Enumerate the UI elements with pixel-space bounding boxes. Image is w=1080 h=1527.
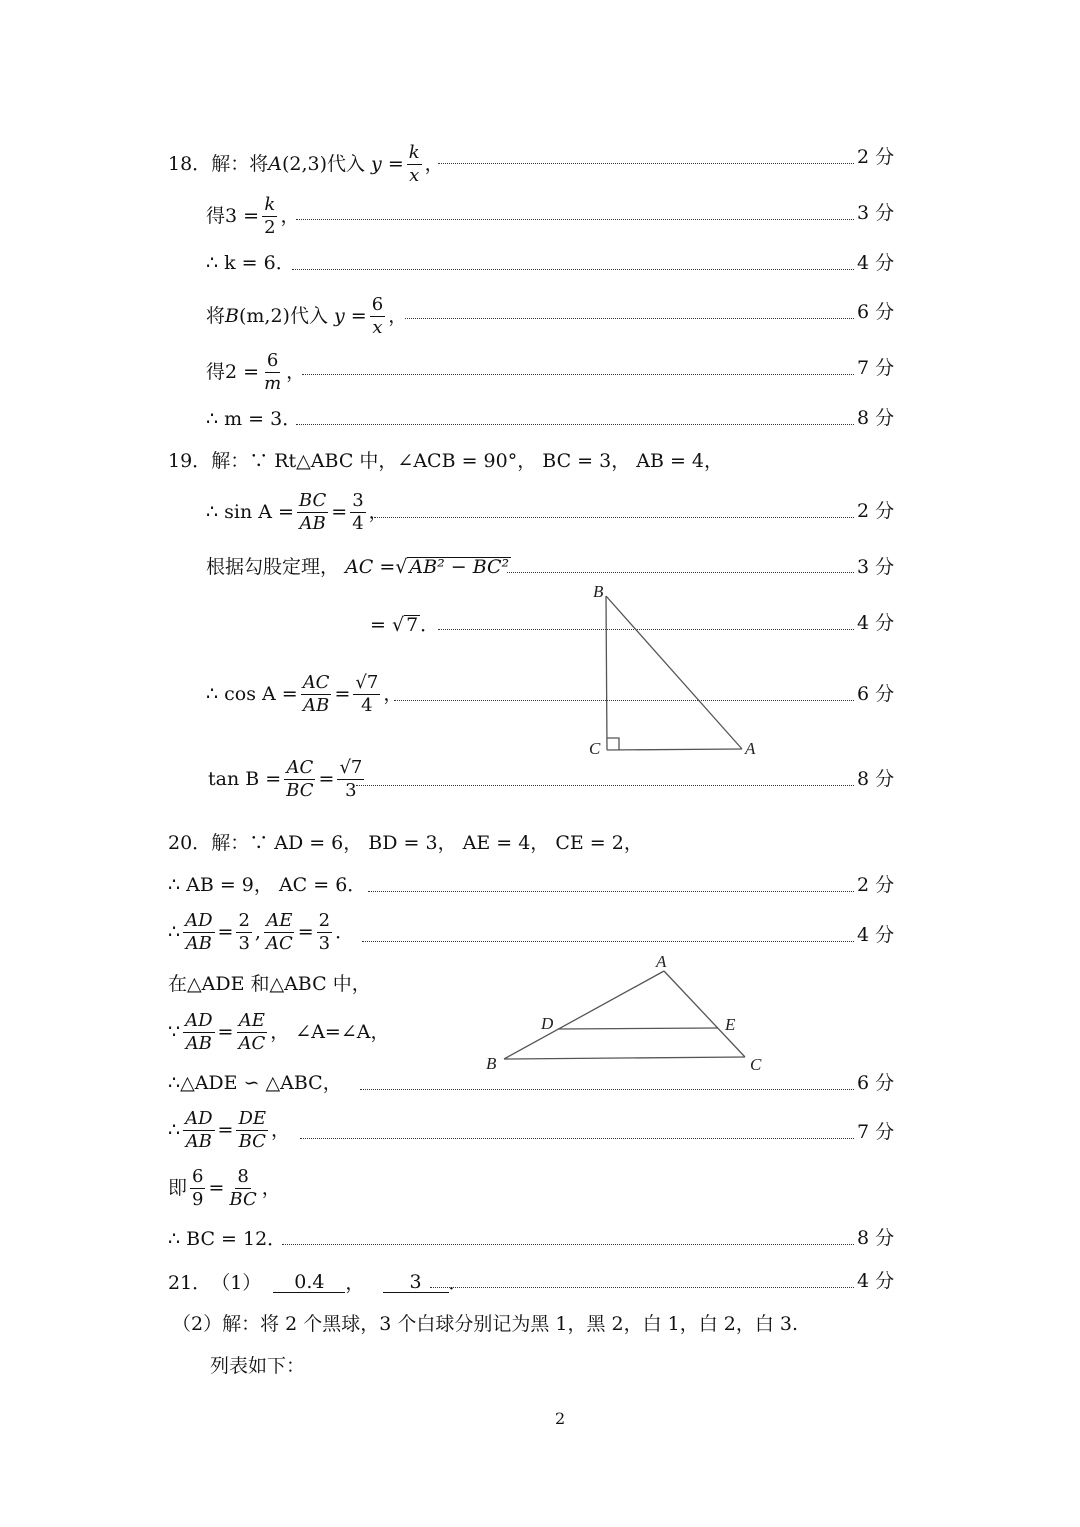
label-e: E <box>725 1015 736 1034</box>
q20-line6: ∴△ADE ∽ △ABC， <box>168 1072 342 1094</box>
q19-line5: ∴ cos A = $\frac{AC}{AB}$ = $\frac{√7}{4}$ ， <box>206 672 403 716</box>
score-mark: 3 分 <box>857 556 895 578</box>
fraction: $\frac{√7}{3}$ <box>339 757 363 801</box>
label-b: B <box>593 582 604 601</box>
q18-line4: 将 B (m,2) 代入 y = $\frac{6}{x}$ ， <box>206 294 408 338</box>
q19-line3: 根据勾股定理， AC = √ AB² − BC² <box>206 555 510 578</box>
score-mark: 2 分 <box>857 500 895 522</box>
answer-blank: 3 <box>383 1273 449 1293</box>
q18-line2: 得3 = $\frac{k}{2}$ ， <box>206 194 300 238</box>
score-mark: 3 分 <box>857 202 895 224</box>
score-mark: 7 分 <box>857 357 895 379</box>
fraction: $\frac{6}{x}$ <box>371 294 384 338</box>
fraction: $\frac{AD}{AB}$ <box>185 1010 213 1054</box>
q19-line1: 19． 解：∵ Rt△ABC 中，∠ACB = 90°， BC = 3， AB = 4， <box>168 450 724 472</box>
triangle-abc-q19 <box>606 596 742 750</box>
fraction: $\frac{√7}{4}$ <box>355 672 379 716</box>
q20-line4: 在△ADE 和△ABC 中， <box>168 973 371 995</box>
label-c: C <box>750 1055 762 1074</box>
question-number: 21． <box>168 1271 212 1294</box>
score-mark: 8 分 <box>857 1227 895 1249</box>
q18-line6: ∴ m = 3． <box>206 408 302 430</box>
q20-line2: ∴ AB = 9， AC = 6． <box>168 874 367 896</box>
question-number: 20． <box>168 832 212 854</box>
score-mark: 6 分 <box>857 683 895 705</box>
score-mark: 4 分 <box>857 1270 895 1292</box>
fraction: $\frac{AC}{BC}$ <box>286 757 314 801</box>
q18-line5: 得2 = $\frac{6}{m}$ ， <box>206 350 306 394</box>
q21-line3: 列表如下： <box>210 1355 306 1377</box>
fraction: $\frac{2}{3}$ <box>318 910 331 954</box>
score-mark: 6 分 <box>857 1072 895 1094</box>
side-ac <box>664 971 745 1057</box>
side-ca <box>607 749 742 750</box>
label-d: D <box>541 1014 554 1033</box>
fraction: $\frac{AE}{AC}$ <box>238 1010 266 1054</box>
fraction: $\frac{k}{2}$ <box>264 194 276 238</box>
fraction: $\frac{AE}{AC}$ <box>265 910 293 954</box>
side-ab <box>606 596 742 749</box>
score-mark: 8 分 <box>857 768 895 790</box>
q18-line1: 18． 解：将 A (2,3) 代入 y = $\frac{k}{x}$ ， <box>168 142 444 186</box>
fraction: $\frac{BC}{AB}$ <box>298 490 327 534</box>
fraction: $\frac{k}{x}$ <box>408 142 420 186</box>
fraction: $\frac{AD}{AB}$ <box>185 1108 213 1152</box>
q20-line3: ∴ $\frac{AD}{AB}$ = $\frac{2}{3}$ , $\frac{AE}{AC}$ = $\frac{2}{3}$ ． <box>168 910 355 954</box>
page-number: 2 <box>555 1409 566 1428</box>
q20-line5: ∵ $\frac{AD}{AB}$ = $\frac{AE}{AC}$ ， ∠A=∠A， <box>168 1010 390 1054</box>
side-bc <box>504 1057 745 1059</box>
square-root: √ AB² − BC² <box>395 556 510 578</box>
q19-line4: = √ 7 ． <box>370 613 440 636</box>
label-b: B <box>486 1054 497 1073</box>
right-angle-mark <box>607 738 619 750</box>
score-mark: 2 分 <box>857 146 895 168</box>
fraction: $\frac{3}{4}$ <box>352 490 364 534</box>
q21-line1: 21． （1） 0.4 ， 3 ． <box>168 1271 468 1294</box>
fraction: $\frac{AD}{AB}$ <box>185 910 213 954</box>
score-mark: 4 分 <box>857 612 895 634</box>
fraction: $\frac{2}{3}$ <box>238 910 250 954</box>
label-c: C <box>589 739 601 758</box>
fraction: $\frac{6}{9}$ <box>192 1166 204 1210</box>
score-mark: 6 分 <box>857 301 895 323</box>
q18-line3: ∴ k = 6． <box>206 252 295 274</box>
side-bc <box>606 596 607 750</box>
answer-blank: 0.4 <box>273 1273 345 1293</box>
score-mark: 7 分 <box>857 1121 895 1143</box>
score-mark: 4 分 <box>857 252 895 274</box>
score-mark: 8 分 <box>857 407 895 429</box>
segment-de <box>558 1028 718 1029</box>
fraction: $\frac{AC}{AB}$ <box>302 672 330 716</box>
q19-line6: tan B = $\frac{AC}{BC}$ = $\frac{√7}{3}$ <box>208 757 363 801</box>
side-ab <box>504 971 664 1059</box>
q19-line2: ∴ sin A = $\frac{BC}{AB}$ = $\frac{3}{4}$ ， <box>206 490 388 534</box>
score-mark: 2 分 <box>857 874 895 896</box>
q20-line1: 20． 解：∵ AD = 6， BD = 3， AE = 4， CE = 2， <box>168 832 643 854</box>
fraction: $\frac{8}{BC}$ <box>229 1166 257 1210</box>
score-mark: 4 分 <box>857 924 895 946</box>
question-number: 19． <box>168 450 212 472</box>
q21-line2: （2）解：将 2 个黑球，3 个白球分别记为黑 1，黑 2，白 1，白 2，白 3. <box>172 1313 799 1335</box>
q20-line9: ∴ BC = 12． <box>168 1228 287 1250</box>
question-number: 18． <box>168 152 212 175</box>
square-root: √ 7 <box>391 614 419 636</box>
q20-line8: 即 $\frac{6}{9}$ = $\frac{8}{BC}$ ， <box>168 1166 281 1210</box>
label-a: A <box>745 739 756 758</box>
label-a: A <box>656 952 667 971</box>
fraction: $\frac{6}{m}$ <box>264 350 282 394</box>
q20-line7: ∴ $\frac{AD}{AB}$ = $\frac{DE}{BC}$ ， <box>168 1108 291 1152</box>
fraction: $\frac{DE}{BC}$ <box>238 1108 267 1152</box>
